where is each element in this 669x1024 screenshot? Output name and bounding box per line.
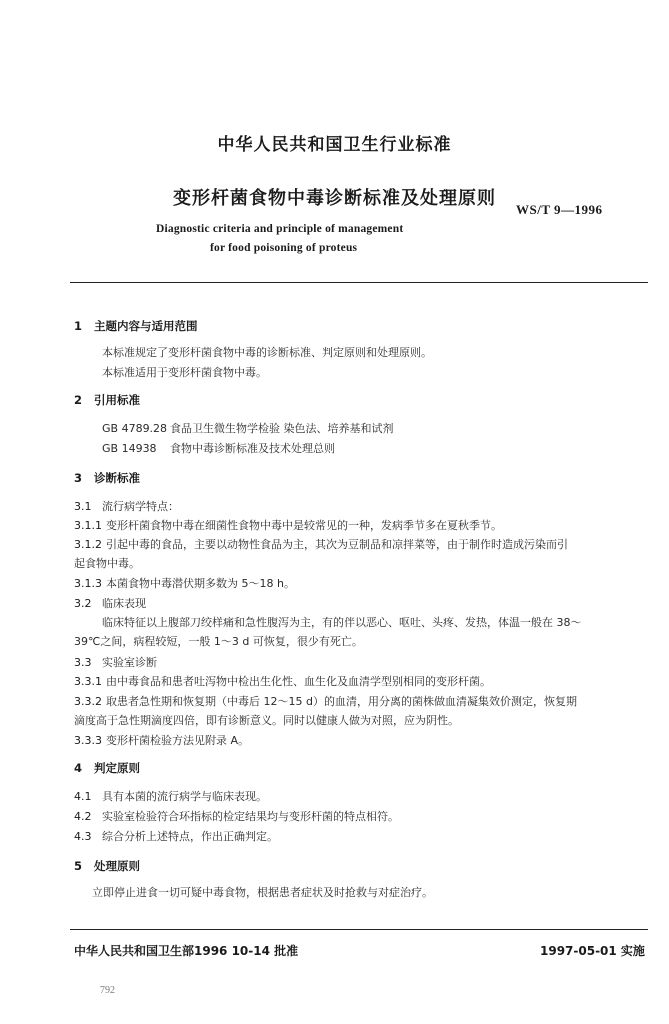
- english-title-line-2: for food poisoning of proteus: [210, 242, 358, 254]
- clause: [74, 808, 399, 824]
- section-title: 诊断标准: [94, 471, 140, 485]
- clause-number: 4.1: [74, 790, 92, 803]
- clause-text: 具有本菌的流行病学与临床表现。: [102, 790, 267, 803]
- clause: [74, 693, 577, 709]
- section-heading-5: [74, 858, 140, 874]
- footer-divider: [70, 929, 648, 930]
- clause: [74, 498, 179, 514]
- section-number: 4: [74, 761, 83, 775]
- clause-number: 3.3.1: [74, 675, 102, 688]
- clause: [74, 654, 157, 670]
- reference-title: 食品卫生微生物学检验 染色法、培养基和试剂: [170, 422, 394, 435]
- clause-text: 综合分析上述特点，作出正确判定。: [102, 830, 278, 843]
- section-heading-2: [74, 392, 140, 408]
- clause: [74, 575, 295, 591]
- clause-number: 4.2: [74, 810, 92, 823]
- clause: [74, 517, 502, 533]
- paragraph: 本标准规定了变形杆菌食物中毒的诊断标准、判定原则和处理原则。: [102, 346, 432, 359]
- effective-date: 1997-05-01 实施: [540, 944, 645, 958]
- clause-text: 取患者急性期和恢复期（中毒后 12～15 d）的血清，用分离的菌株做血清凝集效价测定，恢复期: [106, 695, 577, 708]
- reference-code: GB 14938: [102, 442, 157, 455]
- clause-continuation: 39℃之间，病程较短，一般 1～3 d 可恢复，很少有死亡。: [74, 635, 363, 648]
- clause-text: 实验室诊断: [102, 656, 157, 669]
- clause-text: 本菌食物中毒潜伏期多数为 5～18 h。: [106, 577, 295, 590]
- section-heading-3: [74, 470, 140, 486]
- clause-number: 3.1.1: [74, 519, 102, 532]
- clause-number: 3.2: [74, 597, 92, 610]
- clause-continuation: 起食物中毒。: [74, 557, 140, 570]
- clause: [74, 536, 568, 552]
- clause-continuation: 滴度高于急性期滴度四倍，即有诊断意义。同时以健康人做为对照，应为阴性。: [74, 714, 459, 727]
- clause-text: 实验室检验符合环指标的检定结果均与变形杆菌的特点相符。: [102, 810, 399, 823]
- clause-number: 3.1: [74, 500, 92, 513]
- clause-text: 变形杆菌检验方法见附录 A。: [106, 734, 250, 747]
- clause-text: 临床表现: [102, 597, 146, 610]
- clause-text: 由中毒食品和患者吐泻物中检出生化性、血生化及血清学型别相同的变形杆菌。: [106, 675, 491, 688]
- section-title: 主题内容与适用范围: [94, 319, 198, 333]
- section-number: 5: [74, 859, 83, 873]
- clause-text: 引起中毒的食品，主要以动物性食品为主，其次为豆制品和凉拌菜等，由于制作时造成污染而引: [106, 538, 568, 551]
- clause-text: 流行病学特点：: [102, 500, 179, 513]
- clause-text: 变形杆菌食物中毒在细菌性食物中毒中是较常见的一种，发病季节多在夏秋季节。: [106, 519, 502, 532]
- reference-item: [102, 420, 394, 436]
- standard-number: WS/T 9—1996: [516, 202, 603, 217]
- standard-category-header: 中华人民共和国卫生行业标准: [217, 135, 452, 155]
- clause: [74, 828, 278, 844]
- clause-number: 3.1.2: [74, 538, 102, 551]
- section-number: 1: [74, 319, 83, 333]
- clause: [74, 595, 146, 611]
- english-title-line-1: Diagnostic criteria and principle of management: [156, 223, 404, 235]
- section-title: 引用标准: [94, 393, 140, 407]
- page-number: 792: [100, 985, 115, 996]
- header-divider: [70, 282, 648, 283]
- section-heading-1: [74, 318, 198, 334]
- clause-number: 4.3: [74, 830, 92, 843]
- clause: [74, 732, 249, 748]
- section-heading-4: [74, 760, 140, 776]
- reference-title: 食物中毒诊断标准及技术处理总则: [170, 442, 335, 455]
- approval-date: 中华人民共和国卫生部1996 10-14 批准: [74, 944, 299, 958]
- clause-number: 3.3: [74, 656, 92, 669]
- section-number: 2: [74, 393, 83, 407]
- clause-number: 3.1.3: [74, 577, 102, 590]
- paragraph: 立即停止进食一切可疑中毒食物，根据患者症状及时抢救与对症治疗。: [92, 886, 433, 899]
- section-number: 3: [74, 471, 83, 485]
- reference-item: [102, 440, 335, 456]
- paragraph: 本标准适用于变形杆菌食物中毒。: [102, 366, 267, 379]
- clause: [74, 788, 267, 804]
- section-title: 判定原则: [94, 761, 140, 775]
- clause-text: 临床特征以上腹部刀绞样痛和急性腹泻为主，有的伴以恶心、呕吐、头疼、发热，体温一般在 38～: [102, 616, 582, 629]
- clause: [74, 673, 491, 689]
- clause-number: 3.3.3: [74, 734, 102, 747]
- reference-code: GB 4789.28: [102, 422, 168, 435]
- document-title: 变形杆菌食物中毒诊断标准及处理原则: [173, 188, 496, 209]
- clause-number: 3.3.2: [74, 695, 102, 708]
- section-title: 处理原则: [94, 859, 140, 873]
